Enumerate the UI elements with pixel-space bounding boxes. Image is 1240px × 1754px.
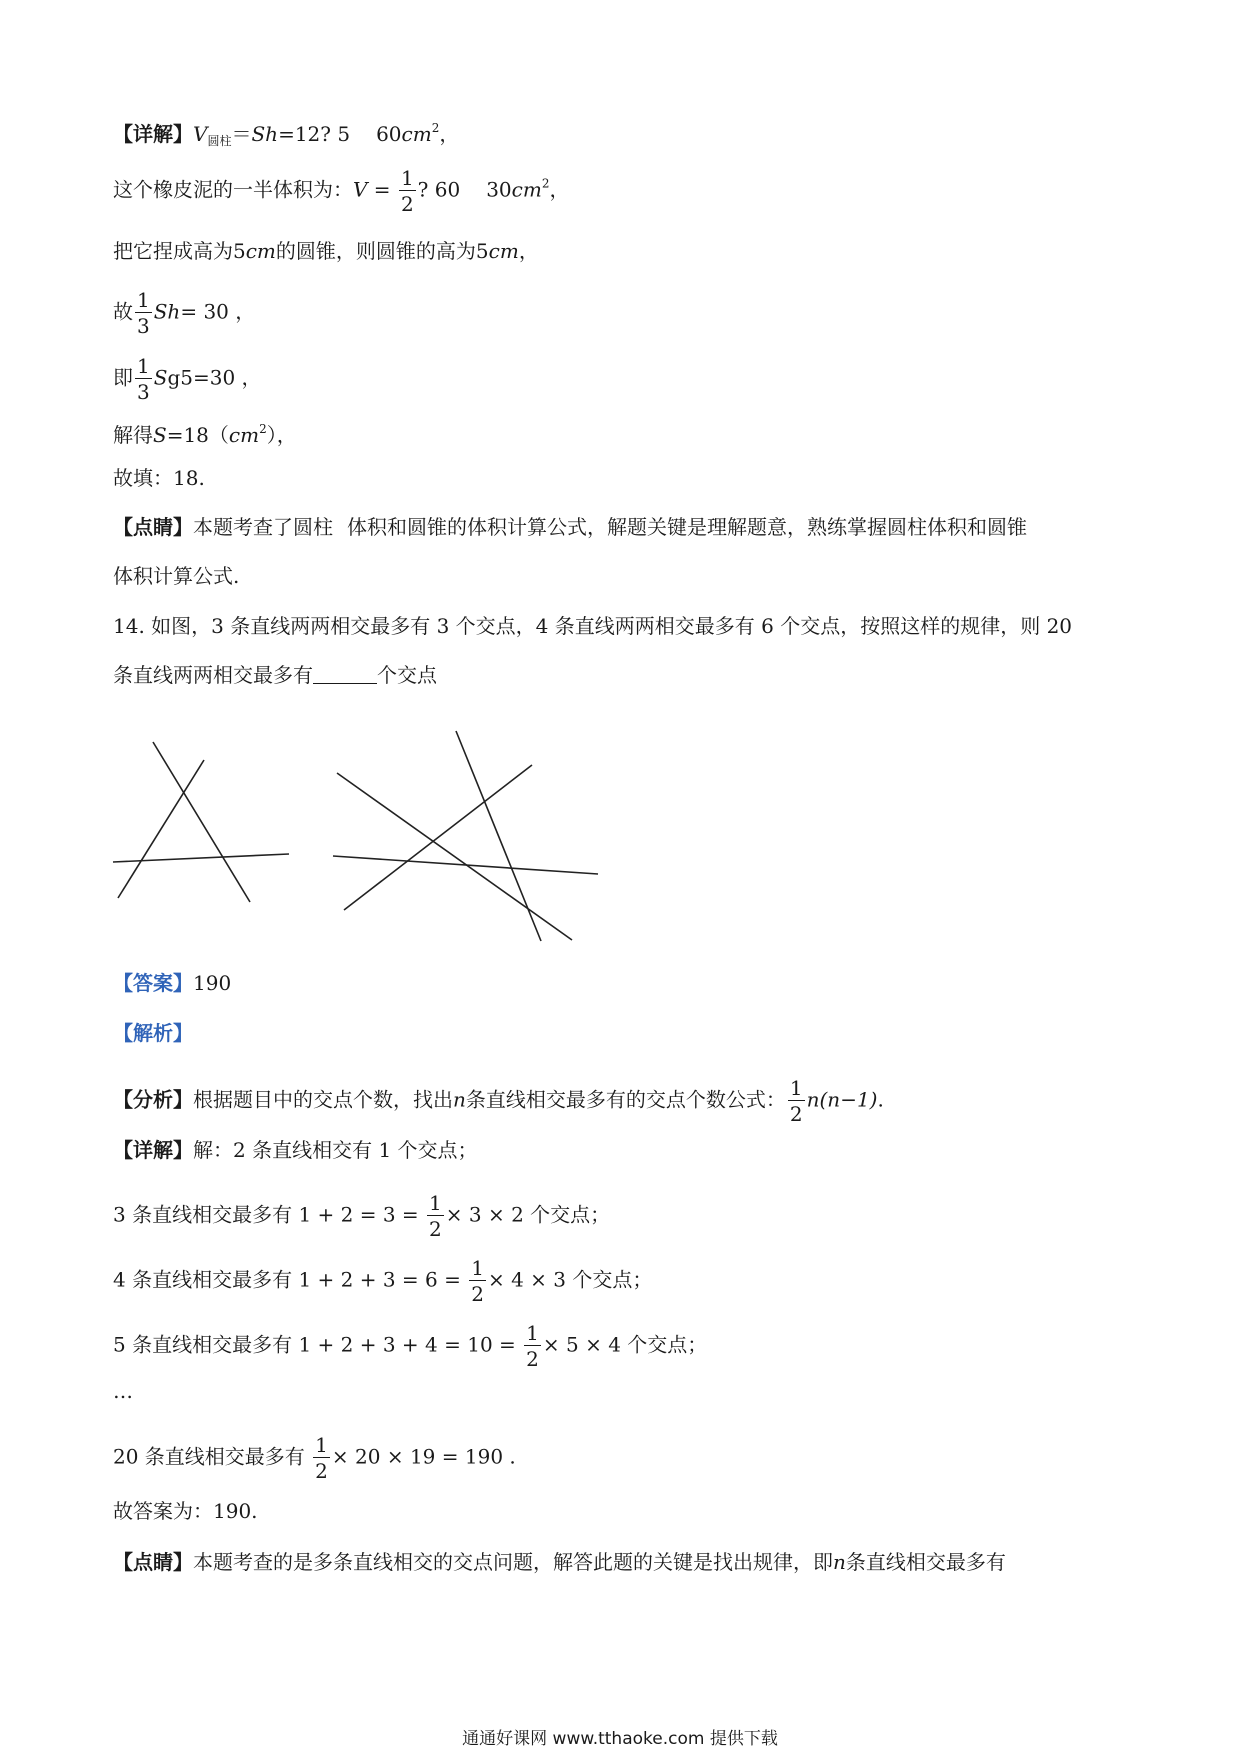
- detail-line-2: 【详解】解：2 条直线相交有 1 个交点；: [113, 1138, 478, 1162]
- solve-line: 解得$S=18(cm^2)$，: [113, 422, 297, 447]
- line-f: [344, 765, 532, 910]
- step-4-lines: 4 条直线相交最多有 1 + 2 + 3 = 6 = $\frac{1}{2}$ × 4 × 3 个交点；: [113, 1256, 653, 1306]
- answer-line: [113, 970, 231, 996]
- step-3-lines: 3 条直线相交最多有 1 + 2 = 3 = $\frac{1}{2}$ × 3 × 2 个交点；: [113, 1191, 611, 1241]
- line-a: [153, 742, 250, 902]
- detail-tag: 【详解】: [113, 122, 193, 146]
- footer-source: 通通好课网 www.tthaoke.com 提供下载: [462, 1729, 778, 1749]
- fraction-one-half: $\frac{1}{2}$: [400, 166, 414, 216]
- line-e: [337, 773, 572, 940]
- equation-line-1: 故 $\frac{1}{3}$ Sh= 30 ，: [113, 288, 256, 338]
- fill-answer-line: 故填：18.: [113, 466, 205, 490]
- cone-height-line: 把它捏成高为5cm的圆锥，则圆锥的高为5cm，: [113, 239, 539, 263]
- conclusion-line: 故答案为：190.: [113, 1499, 258, 1523]
- line-b: [118, 760, 204, 898]
- analysis-tag: 【解析】: [113, 1021, 193, 1045]
- volume-half-line: 这个橡皮泥的一半体积为：V = $\frac{1}{2}$ ? 60 $30cm^2$，: [113, 166, 570, 216]
- equation-line-2: 即 $\frac{1}{3}$ Sg5=30 ，: [113, 354, 262, 404]
- answer-value: 190: [193, 971, 232, 995]
- question-14-line-2: 条直线两两相交最多有 个交点: [113, 663, 437, 687]
- four-lines-diagram: [333, 731, 598, 941]
- tip-line-2: 【点睛】本题考查的是多条直线相交的交点问题，解答此题的关键是找出规律，即n条直线相交最多有: [113, 1550, 1006, 1574]
- line-c: [113, 854, 289, 862]
- detail-line-1: 【详解】$V_{圆柱}=Sh=12$? 5 $60cm^2$，: [113, 121, 460, 148]
- line-g: [333, 856, 598, 874]
- tip-line-1: 【点睛】本题考查了圆柱 体积和圆锥的体积计算公式，解题关键是理解题意，熟练掌握圆柱体积和圆锥: [113, 515, 1027, 539]
- fraction-one-half: $\frac{1}{2}$: [789, 1076, 803, 1126]
- fraction-one-third: $\frac{1}{3}$: [137, 354, 150, 404]
- fraction-one-third: $\frac{1}{3}$: [137, 288, 150, 338]
- tip-line-1-cont: 体积计算公式.: [113, 564, 240, 588]
- step-20-lines: 20 条直线相交最多有 $\frac{1}{2}$ × 20 × 19 = 190 .: [113, 1433, 516, 1483]
- tip-tag: 【点睛】: [113, 515, 193, 539]
- answer-tag: 【答案】: [113, 971, 193, 995]
- analysis-line: 【分析】根据题目中的交点个数，找出n条直线相交最多有的交点个数公式： $\frac{1}{2}$ n(n−1).: [113, 1076, 884, 1126]
- ellipsis: …: [113, 1379, 133, 1403]
- three-lines-diagram: [113, 742, 289, 902]
- step-5-lines: 5 条直线相交最多有 1 + 2 + 3 + 4 = 10 = $\frac{1}{2}$ × 5 × 4 个交点；: [113, 1321, 708, 1371]
- question-14-line-1: 14. 如图，3 条直线两两相交最多有 3 个交点，4 条直线两两相交最多有 6 个交点，按照这样的规律，则 20: [113, 614, 1073, 638]
- analysis-tag-line: [113, 1020, 193, 1046]
